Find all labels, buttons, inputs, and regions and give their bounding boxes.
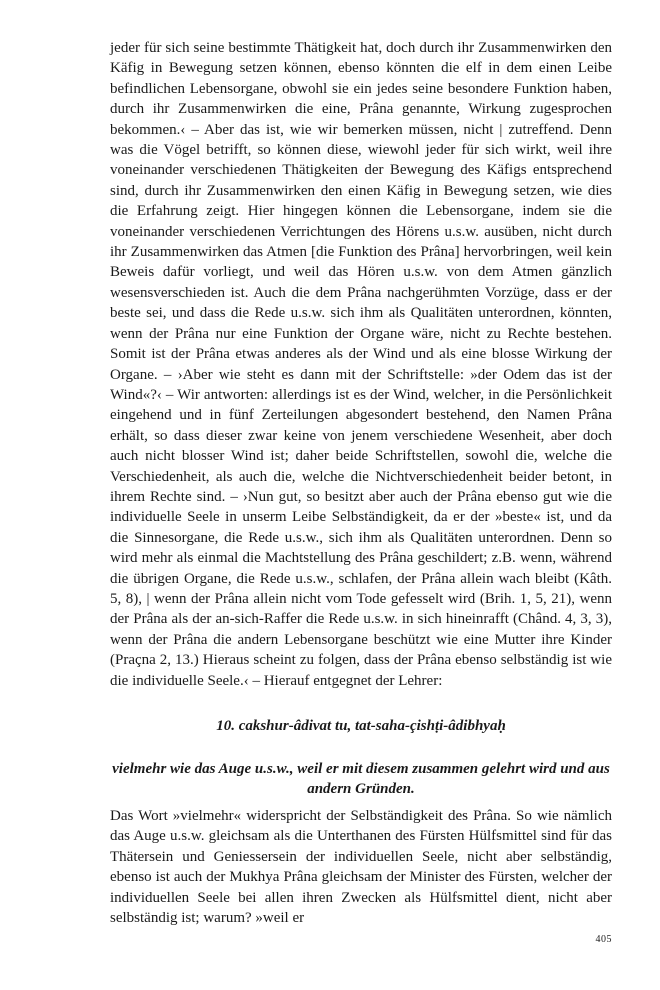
- body-paragraph: jeder für sich seine bestimmte Thätigkeit hat, doch durch ihr Zusammenwirken den Käfig in Bewegung setzen können, ebenso könnten die elf in dem einen Leibe befindlichen Lebensorgane, obwohl sie ein jedes seine besondere Funktion haben, durch ihr Zusammenwirken die eine, Prâna genannte, Wirkung zugesprochen bekommen.‹ – Aber das ist, wie wir bemerken müssen, nicht | zutreffend. Denn was die Vögel betrifft, so können diese, wiewohl jeder für sich wirkt, weil ihre voneinander verschiedenen Thätigkeiten der Bewegung des Käfigs entsprechend sind, durch ihr Zusammenwirken den einen Käfig in Bewegung setzen, wie dies die Erfahrung zeigt. Hier hingegen können die Lebensorgane, indem sie die voneinander verschiedenen Verrichtungen des Hörens u.s.w. ausüben, nicht durch ihr Zusammenwirken das Atmen [die Funktion des Prâna] hervorbringen, weil kein Beweis dafür vorliegt, und weil das Hören u.s.w. von dem Atmen gänzlich wesensverschieden ist. Auch die dem Prâna nachgerühmten Vorzüge, dass er der beste sei, und dass die Rede u.s.w. sich ihm als Qualitäten unterordnen, könnten, wenn der Prâna nur eine Funktion der Organe wäre, nicht zu Rechte bestehen. Somit ist der Prâna etwas anderes als der Wind und als eine blosse Wirkung der Organe. – ›Aber wie steht es dann mit der Schriftstelle: »der Odem das ist der Wind«?‹ – Wir antworten: allerdings ist es der Wind, welcher, in die Persönlichkeit eingehend und in fünf Zerteilungen abgesondert bestehend, den Namen Prâna erhält, so dass dieser zwar keine von jenem verschiedene Wesenheit, aber doch auch nicht blosser Wind ist; daher beide Schriftstellen, sowohl die, welche die Verschiedenheit, als auch die, welche die Nichtverschiedenheit beider betont, in ihrem Rechte sind. – ›Nun gut, so besitzt aber auch der Prâna ebenso gut wie die individuelle Seele in unserm Leibe Selbständigkeit, da er der »beste« ist, und da die Sinnesorgane, die Rede u.s.w., sich ihm als Qualitäten unterordnen. Denn so wird mehr als einmal die Machtstellung des Prâna geschildert; z.B. wenn, während die übrigen Organe, die Rede u.s.w., schlafen, der Prâna allein wach bleibt (Kâth. 5, 8), | wenn der Prâna allein nicht vom Tode gefesselt wird (Brih. 1, 5, 21), wenn der Prâna als der an-sich-Raffer die Rede u.s.w. in sich hineinrafft (Chând. 4, 3, 3), wenn der Prâna die andern Lebensorgane beschützt wie eine Mutter ihre Kinder (Praçna 2, 13.) Hieraus scheint zu folgen, dass der Prâna ebenso selbständig ist wie die individuelle Seele.‹ – Hierauf entgegnet der Lehrer:: [110, 40, 612, 689]
- commentary-paragraph: Das Wort »vielmehr« widerspricht der Selbständigkeit des Prâna. So wie nämlich das Auge u.s.w. gleichsam als die Unterthanen des Fürsten Hülfsmittel sind für das Thätersein und Geniessersein der individuellen Seele, nicht aber selbständig, ebenso ist auch der Mukhya Prâna gleichsam der Minister des Fürsten, welcher der individuellen Seele bei allen ihren Zwecken als Hülfsmittel dient, nicht aber selbständig ist; warum? »weil er: [110, 808, 612, 927]
- page-number: 405: [595, 934, 612, 945]
- sutra-heading: 10. cakshur-âdivat tu, tat-saha-çishṭi-âdibhyaḥ: [216, 718, 506, 734]
- sutra-translation: vielmehr wie das Auge u.s.w., weil er mit diesem zusammen gelehrt wird und aus andern Gründen.: [112, 761, 610, 797]
